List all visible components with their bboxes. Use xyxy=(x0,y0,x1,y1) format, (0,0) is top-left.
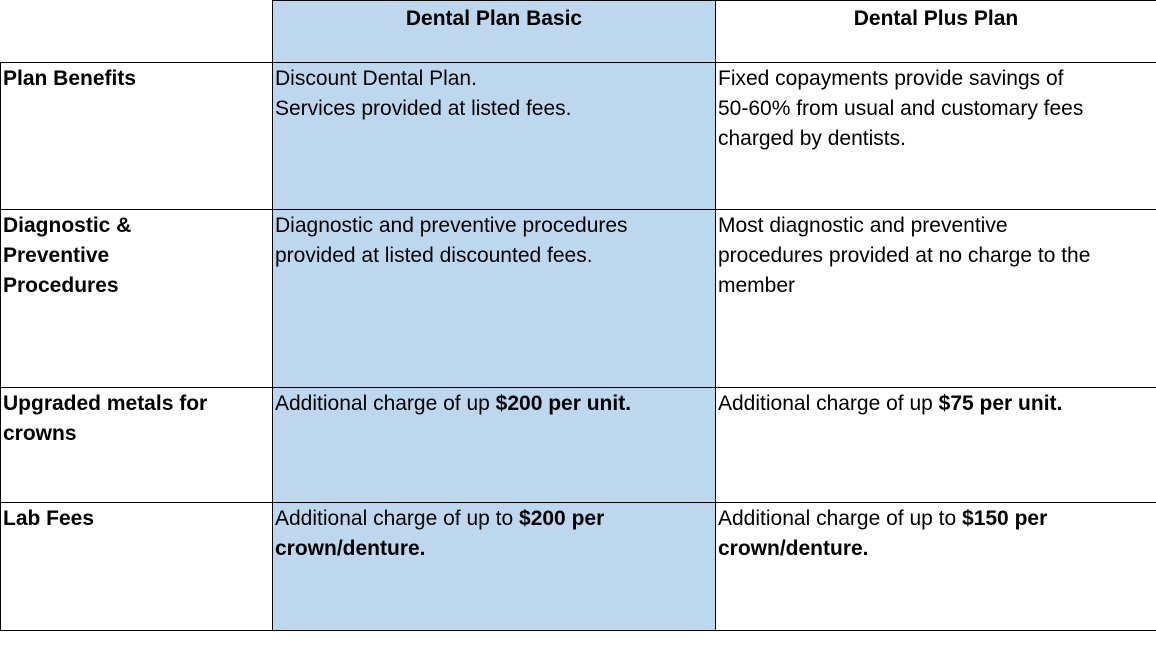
cell-line: procedures provided at no charge to the xyxy=(718,244,1091,267)
table-row-lab-fees xyxy=(1,503,1156,631)
cell-bold-text: crown/denture. xyxy=(275,537,426,560)
row-label-plan-benefits xyxy=(1,63,273,210)
row-label-line: Procedures xyxy=(3,274,119,297)
row-label-lab-fees xyxy=(1,503,273,631)
plus-diagnostic-cell xyxy=(716,210,1156,388)
cell-line: Services provided at listed fees. xyxy=(275,97,572,120)
row-label-line: Upgraded metals for xyxy=(3,392,208,415)
row-label-line: Lab Fees xyxy=(3,507,95,530)
plus-lab-fees-cell xyxy=(716,503,1156,631)
plus-plan-benefits-cell xyxy=(716,63,1156,210)
basic-lab-fees-cell xyxy=(273,503,716,631)
cell-line: 50-60% from usual and customary fees xyxy=(718,97,1084,120)
cell-line xyxy=(275,504,713,534)
cell-line xyxy=(275,534,713,564)
row-label-diagnostic-preventive xyxy=(1,210,273,388)
cell-bold-text: $75 per unit. xyxy=(938,392,1063,415)
cell-text: Additional charge of up xyxy=(275,392,496,415)
cell-text: Additional charge of up to xyxy=(718,507,963,530)
basic-plan-benefits-cell xyxy=(273,63,716,210)
table-row-upgraded-metals xyxy=(1,388,1156,503)
table-row-diagnostic-preventive xyxy=(1,210,1156,388)
cell-bold-text: $200 per xyxy=(519,507,605,530)
cell-bold-text: $200 per unit. xyxy=(495,392,632,415)
header-row xyxy=(1,1,1156,63)
cell-line: member xyxy=(718,274,796,297)
corner-cell xyxy=(1,1,273,63)
table-row-plan-benefits xyxy=(1,63,1156,210)
row-label-line: Preventive xyxy=(3,244,110,267)
basic-diagnostic-cell xyxy=(273,210,716,388)
header-dental-plus-plan: Dental Plus Plan xyxy=(716,1,1156,63)
plus-upgraded-metals-cell xyxy=(716,388,1156,503)
row-label-upgraded-metals xyxy=(1,388,273,503)
cell-line: Fixed copayments provide savings of xyxy=(718,67,1064,90)
cell-line: Diagnostic and preventive procedures xyxy=(275,214,628,237)
cell-line: Most diagnostic and preventive xyxy=(718,214,1008,237)
cell-text: Additional charge of up xyxy=(718,392,939,415)
cell-line xyxy=(718,504,1154,534)
cell-line xyxy=(718,534,1154,564)
cell-line xyxy=(718,389,1154,419)
cell-line: provided at listed discounted fees. xyxy=(275,244,593,267)
cell-text: Additional charge of up to xyxy=(275,507,520,530)
basic-upgraded-metals-cell xyxy=(273,388,716,503)
header-dental-plan-basic: Dental Plan Basic xyxy=(273,1,716,63)
row-label-line: crowns xyxy=(3,422,77,445)
cell-bold-text: crown/denture. xyxy=(718,537,869,560)
row-label-line: Diagnostic & xyxy=(3,214,132,237)
cell-line: Discount Dental Plan. xyxy=(275,67,477,90)
row-label-line: Plan Benefits xyxy=(3,67,137,90)
cell-line: charged by dentists. xyxy=(718,127,906,150)
cell-bold-text: $150 per xyxy=(962,507,1048,530)
cell-line xyxy=(275,389,713,419)
